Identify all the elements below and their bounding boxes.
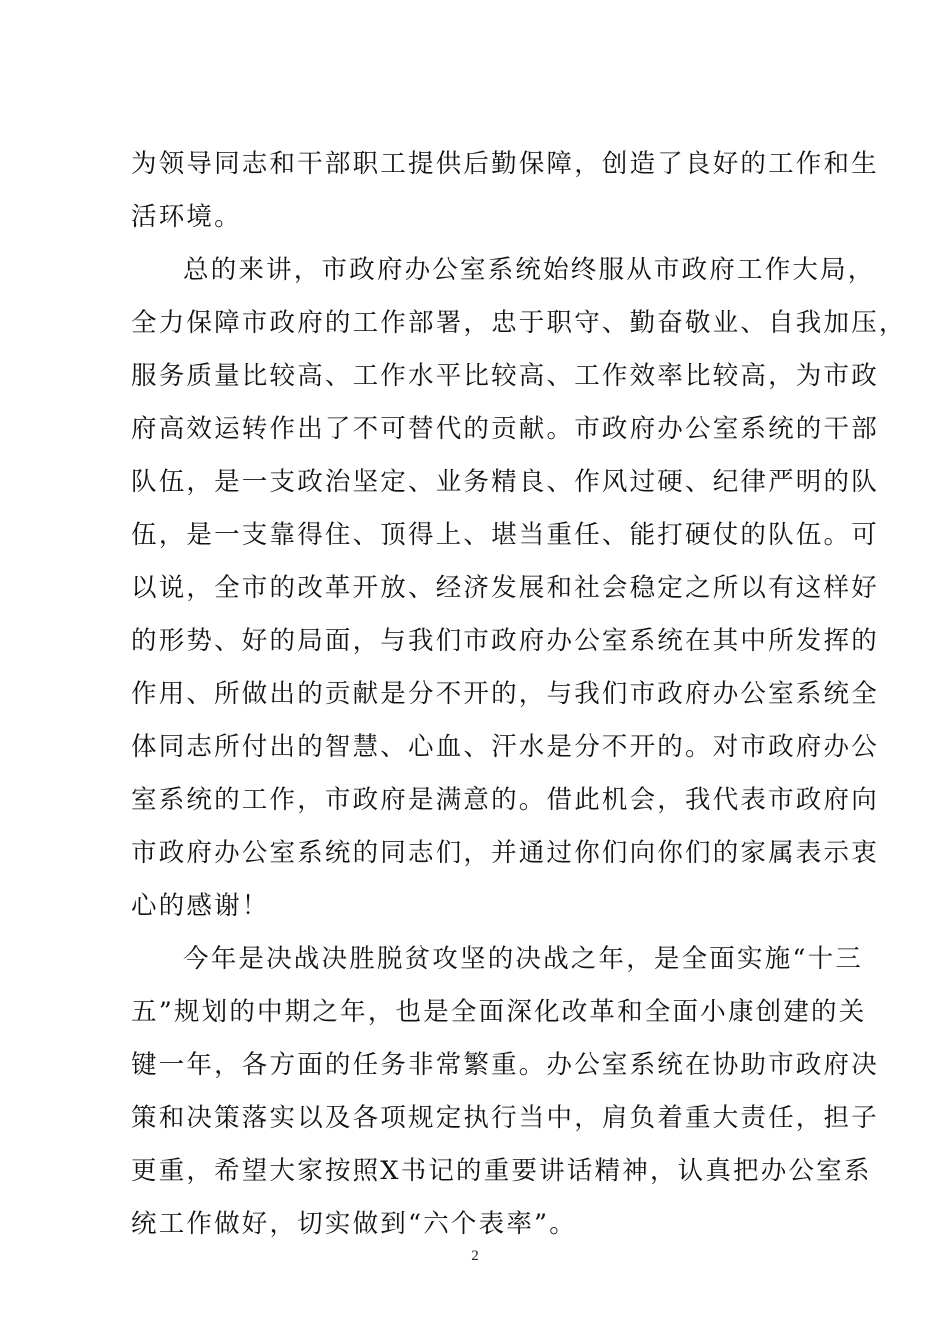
text-line: 五”规划的中期之年，也是全面深化改革和全面小康创建的关 (131, 997, 867, 1027)
text-line: 活环境。 (131, 202, 242, 232)
text-line: 今年是决战决胜脱贫攻坚的决战之年，是全面实施“十三 (183, 944, 864, 974)
text-line: 更重，希望大家按照X书记的重要讲话精神，认真把办公室系 (131, 1156, 872, 1186)
text-line: 键一年，各方面的任务非常繁重。办公室系统在协助市政府决 (131, 1050, 879, 1080)
text-line: 的形势、好的局面，与我们市政府办公室系统在其中所发挥的 (131, 626, 879, 656)
text-line: 府高效运转作出了不可替代的贡献。市政府办公室系统的干部 (131, 414, 879, 444)
body-text (131, 138, 907, 1251)
page-number: 2 (471, 1248, 479, 1264)
text-line: 总的来讲，市政府办公室系统始终服从市政府工作大局， (183, 255, 876, 285)
text-line: 伍，是一支靠得住、顶得上、堪当重任、能打硬仗的队伍。可 (131, 520, 879, 550)
text-line: 市政府办公室系统的同志们，并通过你们向你们的家属表示衷 (131, 838, 879, 868)
text-line: 室系统的工作，市政府是满意的。借此机会，我代表市政府向 (131, 785, 879, 815)
text-line: 全力保障市政府的工作部署，忠于职守、勤奋敬业、自我加压， (131, 308, 907, 338)
text-line: 心的感谢！ (131, 891, 270, 921)
text-line: 队伍，是一支政治坚定、业务精良、作风过硬、纪律严明的队 (131, 467, 879, 497)
text-line: 策和决策落实以及各项规定执行当中，肩负着重大责任，担子 (131, 1103, 879, 1133)
text-line: 为领导同志和干部职工提供后勤保障，创造了良好的工作和生 (131, 149, 879, 179)
text-line: 体同志所付出的智慧、心血、汗水是分不开的。对市政府办公 (131, 732, 879, 762)
text-line: 作用、所做出的贡献是分不开的，与我们市政府办公室系统全 (131, 679, 879, 709)
text-line: 以说，全市的改革开放、经济发展和社会稳定之所以有这样好 (131, 573, 879, 603)
text-line: 统工作做好，切实做到“六个表率”。 (131, 1209, 577, 1239)
text-line: 服务质量比较高、工作水平比较高、工作效率比较高，为市政 (131, 361, 879, 391)
